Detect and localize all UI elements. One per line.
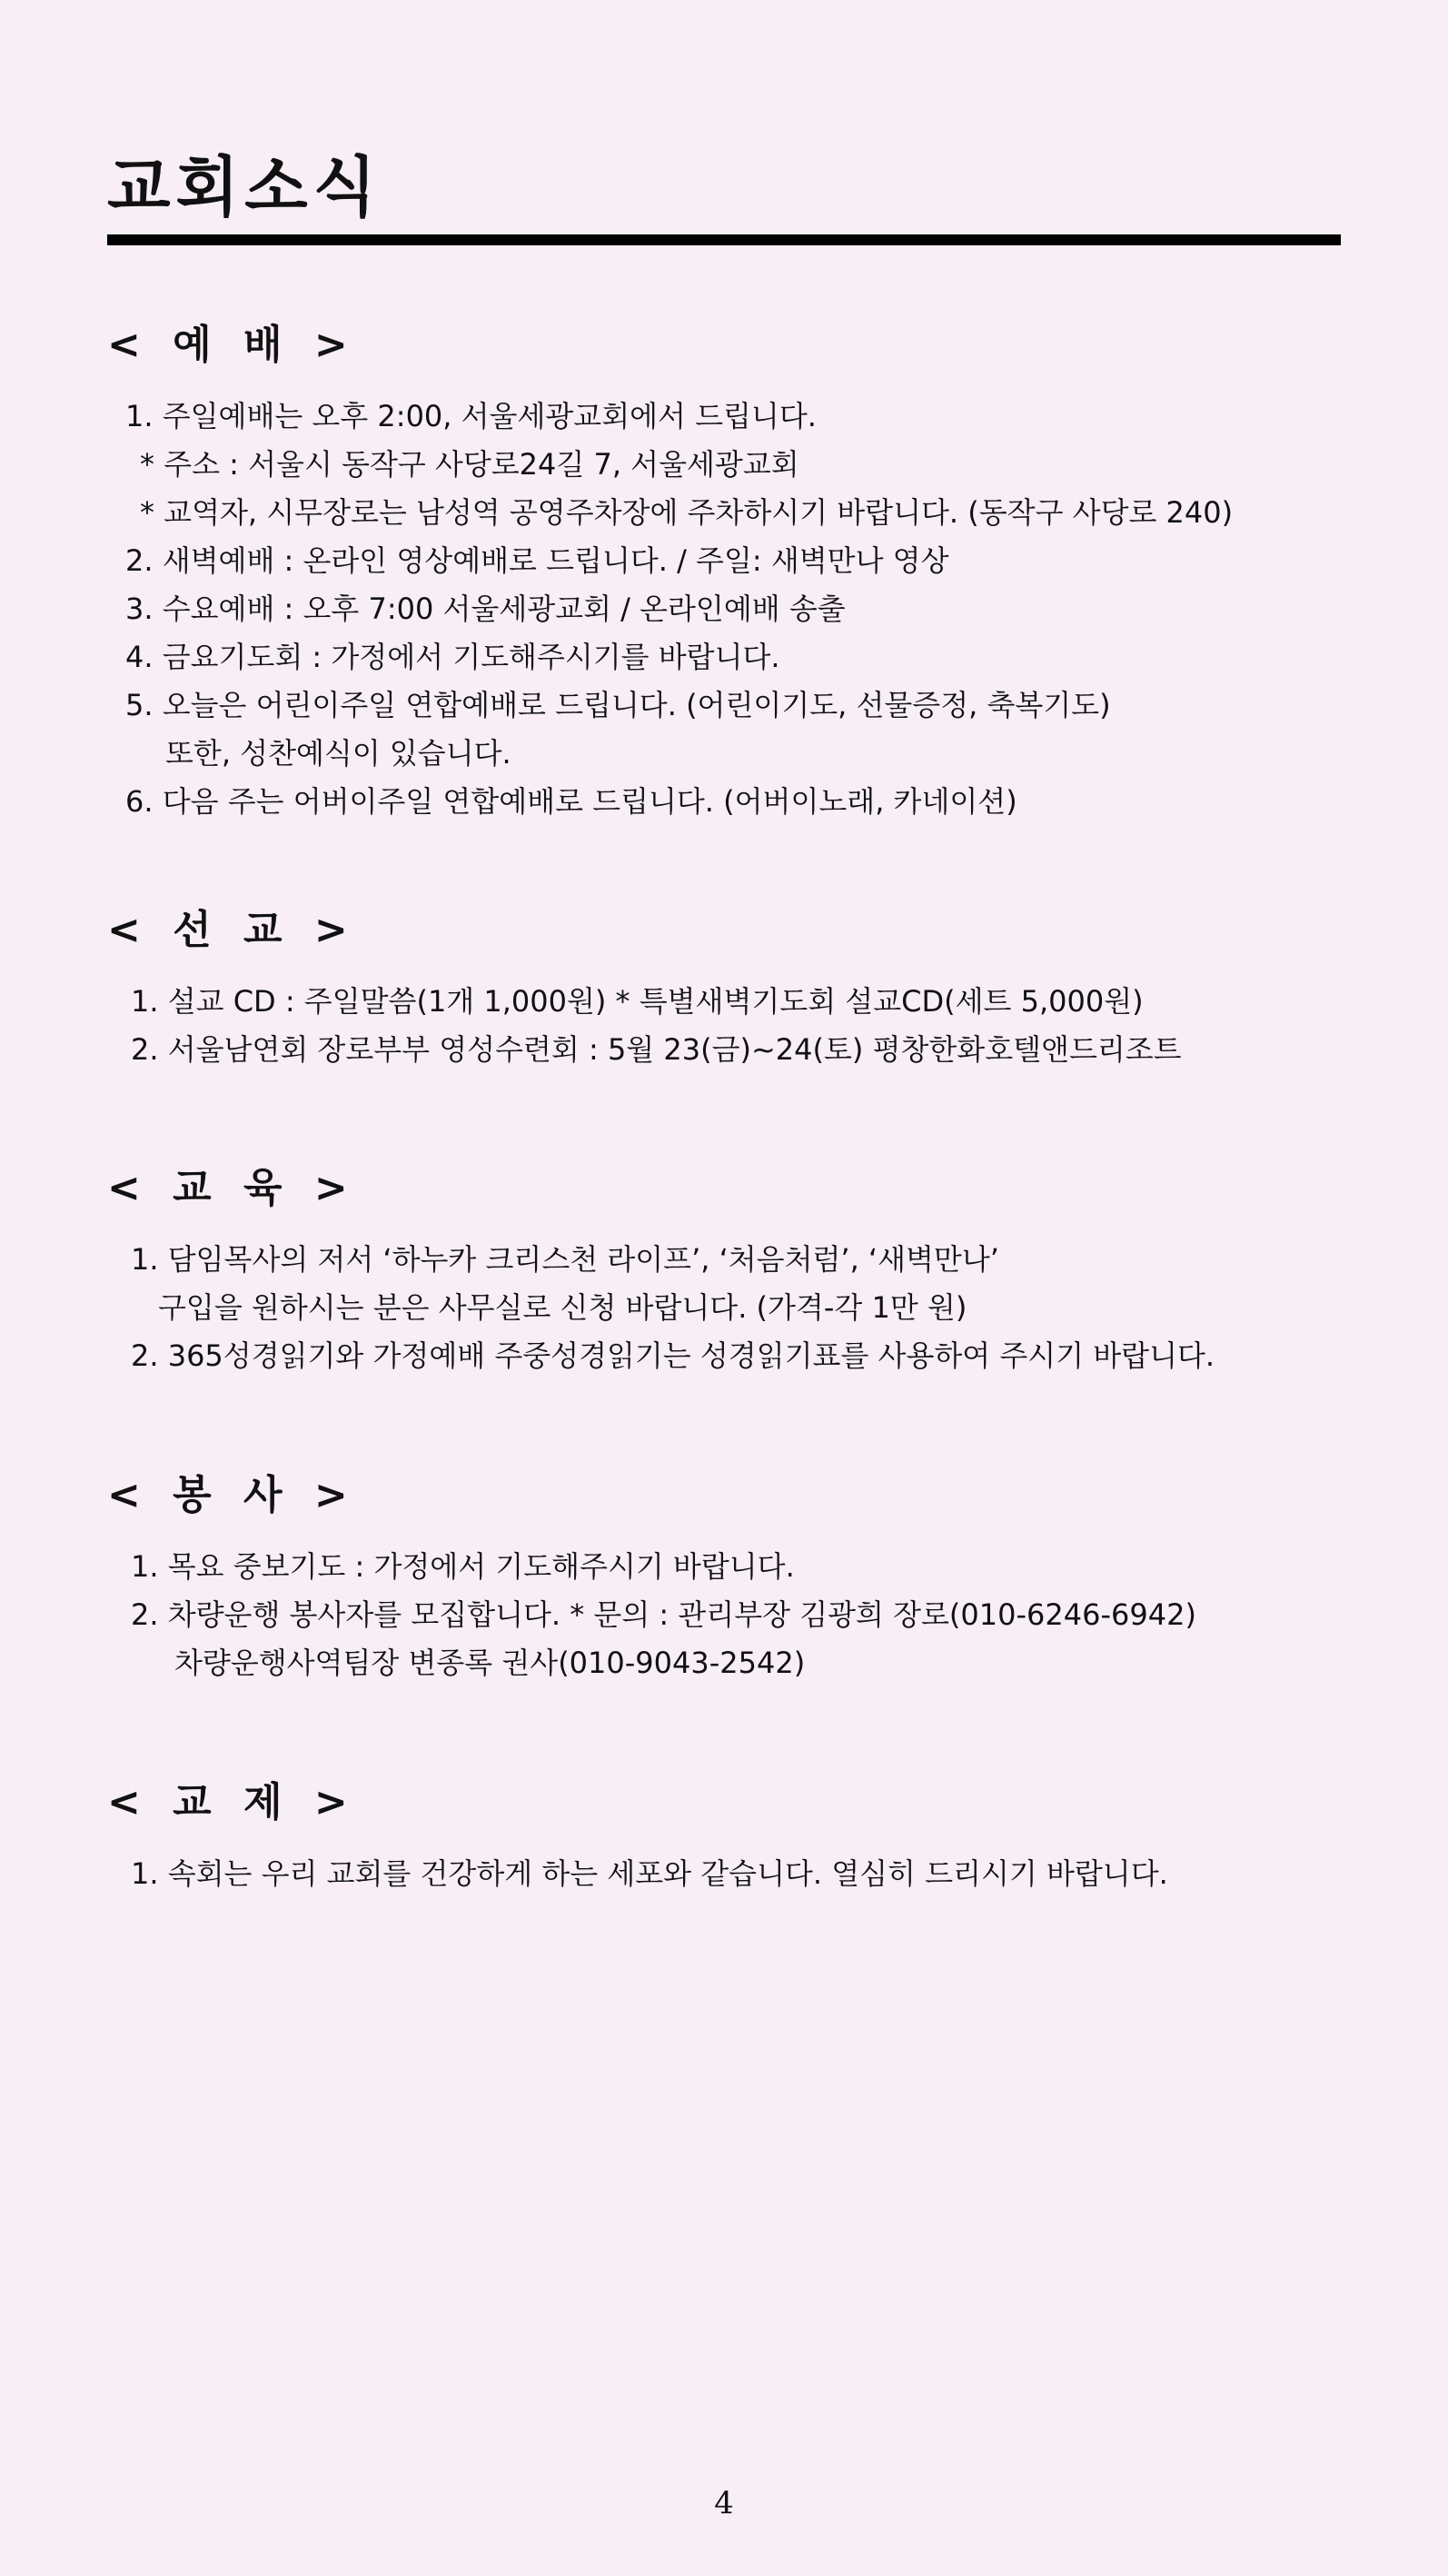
- section-worship: [107, 322, 1343, 826]
- section-mission: [107, 907, 1343, 1074]
- list-item: 2. 365성경읽기와 가정예배 주중성경읽기는 성경읽기표를 사용하여 주시기 바랍니다.: [131, 1338, 1215, 1373]
- list-item: 1. 설교 CD : 주일말씀(1개 1,000원) * 특별새벽기도회 설교CD(세트 5,000원): [131, 984, 1144, 1019]
- list-item: 1. 주일예배는 오후 2:00, 서울세광교회에서 드립니다.: [125, 399, 817, 433]
- list-item: 6. 다음 주는 어버이주일 연합예배로 드립니다. (어버이노래, 카네이션): [125, 784, 1017, 819]
- section-heading-service: < 봉 사 >: [107, 1472, 357, 1518]
- page-title: 교회소식: [107, 149, 382, 225]
- section-heading-fellowship: < 교 제 >: [107, 1779, 357, 1825]
- list-item: 또한, 성찬예식이 있습니다.: [165, 736, 511, 771]
- worship-items: [107, 393, 1343, 826]
- list-item: 2. 차량운행 봉사자를 모집합니다. * 문의 : 관리부장 김광희 장로(010-6246-6942): [131, 1597, 1196, 1632]
- service-items: [107, 1543, 1343, 1687]
- list-item: * 주소 : 서울시 동작구 사당로24길 7, 서울세광교회: [140, 447, 799, 482]
- list-item: 2. 새벽예배 : 온라인 영상예배로 드립니다. / 주일: 새벽만나 영상: [125, 543, 949, 578]
- list-item: 구입을 원하시는 분은 사무실로 신청 바랍니다. (가격-각 1만 원): [158, 1290, 967, 1325]
- list-item: 1. 속회는 우리 교회를 건강하게 하는 세포와 같습니다. 열심히 드리시기 바랍니다.: [131, 1856, 1168, 1891]
- list-item: 2. 서울남연회 장로부부 영성수련회 : 5월 23(금)~24(토) 평창한화호텔앤드리조트: [131, 1032, 1182, 1067]
- section-fellowship: [107, 1779, 1343, 1898]
- section-heading-worship: < 예 배 >: [107, 322, 357, 368]
- section-education: [107, 1165, 1343, 1380]
- section-heading-mission: < 선 교 >: [107, 907, 357, 953]
- list-item: 1. 담임목사의 저서 ‘하누카 크리스천 라이프’, ‘처음처럼’, ‘새벽만나’: [131, 1242, 999, 1277]
- list-item: 차량운행사역팀장 변종록 권사(010-9043-2542): [174, 1646, 806, 1680]
- section-heading-education: < 교 육 >: [107, 1165, 357, 1211]
- education-items: [107, 1236, 1343, 1380]
- title-underline: [107, 234, 1341, 245]
- fellowship-items: [107, 1850, 1343, 1898]
- list-item: 4. 금요기도회 : 가정에서 기도해주시기를 바랍니다.: [125, 640, 780, 674]
- section-service: [107, 1472, 1343, 1687]
- mission-items: [107, 978, 1343, 1074]
- list-item: * 교역자, 시무장로는 남성역 공영주차장에 주차하시기 바랍니다. (동작구 사당로 240): [140, 495, 1234, 530]
- list-item: 3. 수요예배 : 오후 7:00 서울세광교회 / 온라인예배 송출: [125, 592, 846, 626]
- page-number: 4: [714, 2485, 734, 2521]
- list-item: 1. 목요 중보기도 : 가정에서 기도해주시기 바랍니다.: [131, 1549, 795, 1584]
- list-item: 5. 오늘은 어린이주일 연합예배로 드립니다. (어린이기도, 선물증정, 축복기도): [125, 688, 1111, 722]
